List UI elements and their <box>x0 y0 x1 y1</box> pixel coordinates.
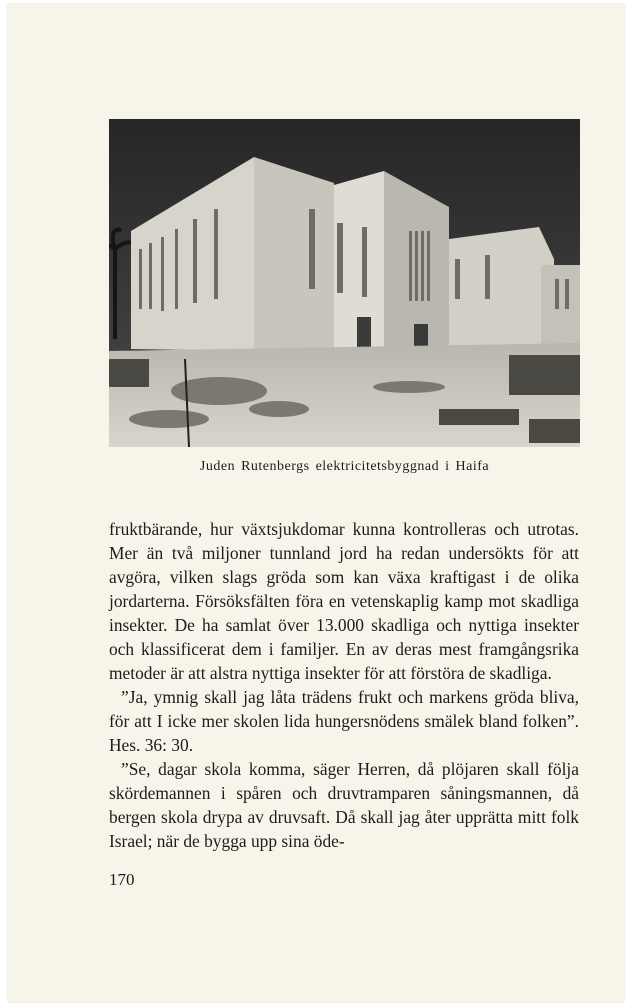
paragraph-1: fruktbärande, hur växtsjukdomar kunna kontrolleras och utrotas. Mer än två miljoner tunnland jord ha redan undersökts för att avgöra, vilken slags gröda som kan växa kraftigast i de olika jordarterna. Försöksfälten föra en vetenskaplig kamp mot skadliga insekter. De ha samlat över 13.000 skadliga och nyttiga insekter och klassificerat dem i familjer. En av deras mest framgångsrika metoder är att alstra nyttiga insekter för att förstöra de skadliga. <box>109 519 579 683</box>
paragraph-3: ”Se, dagar skola komma, säger Herren, då plöjaren skall följa skördemannen i spåren och druvtramparen såningsmannen, då bergen skola drypa av druvsaft. Då skall jag åter upprätta mitt folk Israel; när de bygga upp sina öde- <box>109 759 579 851</box>
body-text <box>109 517 579 853</box>
paragraph-2: ”Ja, ymnig skall jag låta trädens frukt och markens gröda bliva, för att I icke mer skolen lida hungersnödens smälek bland folken”. Hes. 36: 30. <box>109 687 579 755</box>
page-number: 170 <box>109 870 135 889</box>
book-page <box>8 4 624 1002</box>
photo-caption: Juden Rutenbergs elektricitetsbyggnad i Haifa <box>199 459 490 474</box>
building-photo <box>109 119 580 447</box>
building-illustration <box>109 119 580 447</box>
